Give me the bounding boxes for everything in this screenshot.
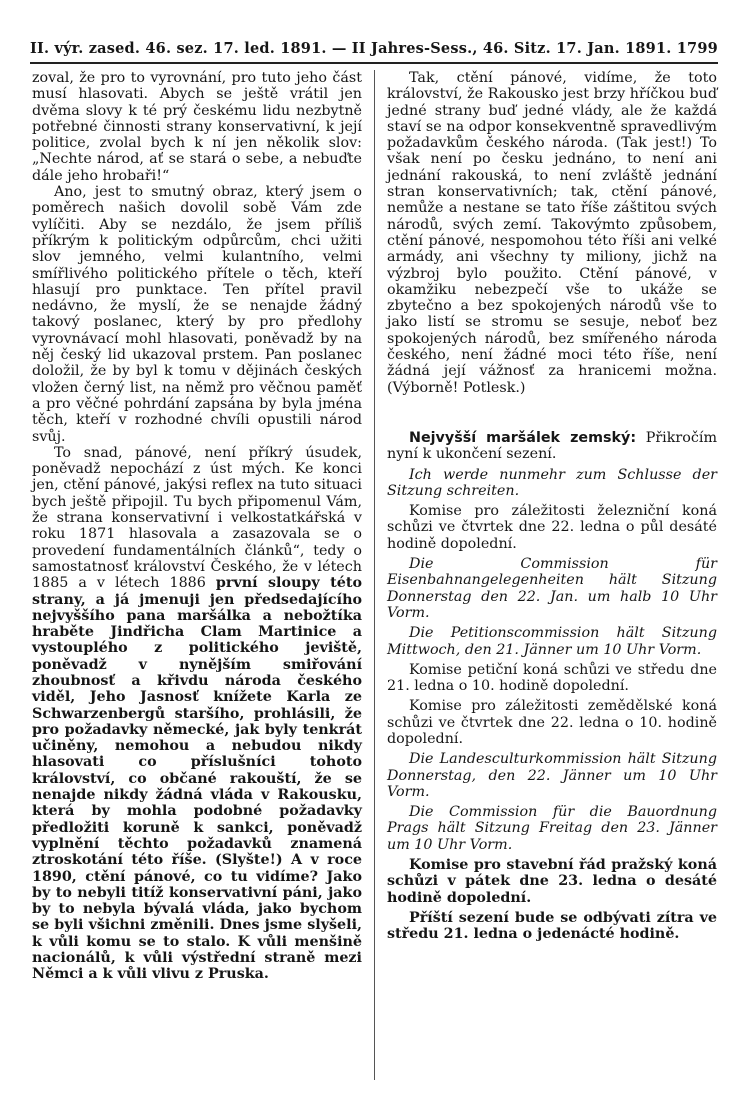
announcement-petition-de: Die Petitionscommission hält Sitzung Mittwoch, den 21. Jänner um 10 Uhr Vorm. [387,625,717,658]
speaker-paragraph [387,430,717,463]
announcement-building-cs: Komise pro stavební řád pražský koná schůzi v pátek dne 23. ledna o desáté hodině dopolední. [387,857,717,906]
page-header: II. výr. zased. 46. sez. 17. led. 1891. — II Jahres-Sess., 46. Sitz. 17. Jan. 1891. 1799 [30,40,718,57]
speaker-name: Nejvyšší maršálek zemský: [409,429,637,446]
speaker-statement: Přikročím nyní k ukončení sezení. [387,429,717,463]
left-paragraph-1: zoval, že pro to vyrovnání, pro tuto jeho část musí hlasovati. Abych se ještě vrátil jen dvěma slovy k té prý českému lidu nezbytně potřebné činnosti strany konservativní, k její politice, zvolal bych k ní jen několik slov: „Nechte národ, ať se stará o sebe, a nebuďte dále jeho hrobaři!“ [32,70,362,184]
speaker-german: Ich werde nunmehr zum Schlusse der Sitzung schreiten. [387,466,717,499]
announcement-petition-cs: Komise petiční koná schůzi ve středu dne 21. ledna o 10. hodině dopolední. [387,661,717,695]
right-column [387,70,717,943]
announcement-agriculture-de: Die Landesculturkommission hält Sitzung Donnerstag, den 22. Jänner um 10 Uhr Vorm. [387,751,717,800]
left-column [32,70,362,983]
next-session-notice: Příští sezení bude se odbývati zítra ve středu 21. ledna o jedenácté hodině. [387,909,717,943]
left-paragraph-3a: To snad, pánové, není příkrý úsudek, poněvadž nepochází z úst mých. Ke konci jen, ctění pánové, jakýsi reflex na tuto situaci bych ještě připojil. Tu bych připomenul Vám, že strana konservativní i velkostatkářská v roku 1871 hlasovala a zasazovala se o provedení fundamentálních článků“, tedy o samostatnosť království Českého, že v létech 1885 a v létech 1886 [32,444,362,592]
left-paragraph-3b: první sloupy této strany, a já jmenuji jen předsedajícího nejvyššího pana maršálka a nebožtíka hraběte Jindřicha Clam Martinice a vystouplého z politického jeviště, poněvadž v nynějším smiřování zhoubnosť a křivdu národa českého viděl, Jeho Jasnosť knížete Karla ze Schwarzenbergů staršího, prohlásili, že pro požadavky německé, jak byly tenkrát učiněny, nemohou a nebudou nikdy hlasovati co příslušníci tohoto království, co občané rakouští, že se nenajde nikdy žádná vláda v Rakousku, která by mohla podobné požadavky předložiti koruně k sankci, poněvadž vyplnění těchto požadavků znamená ztroskotání této říše. (Slyšte!) A v roce 1890, ctění pánové, co tu vidíme? Jako by to nebyli titíž konservativní páni, jako by to nebyla bývalá vláda, jako bychom se byli všichni změnili. Dnes jsme slyšeli, k vůli komu se to stalo. K vůli menšině nacionálů, k vůli výstřední straně mezi Němci a k vůli vlivu z Pruska. [32,575,362,983]
left-paragraph-3 [32,445,362,983]
announcement-railway-de: Die Commission für Eisenbahnangelegenheiten hält Sitzung Donnerstag den 22. Jan. um halb 10 Uhr Vorm. [387,556,717,621]
announcement-building-de: Die Commission für die Bauordnung Prags hält Sitzung Freitag den 23. Jänner um 10 Uhr Vorm. [387,804,717,853]
left-paragraph-2: Ano, jest to smutný obraz, který jsem o poměrech našich dovolil sobě Vám zde vylíčiti. Aby se nezdálo, že jsem příliš příkrým k politickým odpůrcům, chci užiti slov jemného, velmi kulantního, velmi smířlivého politického přítele o těch, kteří hlasují pro punktace. Ten přítel pravil nedávno, že myslí, že se nenajde žádný takový poslanec, který by pro předlohy vyrovnávací mohl hlasovati, poněvadž by na něj český lid ukazoval prstem. Pan poslanec doložil, že by byl k tomu v dějinách českých vložen černý list, na němž pro věčnou paměť a pro věčné pohrdání zapsána by byla jména těch, kteří v rozhodné chvíli opustili národ svůj. [32,184,362,445]
header-rule [30,62,718,64]
announcement-railway-cs: Komise pro záležitosti železniční koná schůzi ve čtvrtek dne 22. ledna o půl desáté hodině dopolední. [387,503,717,552]
column-divider [374,70,375,1080]
announcement-agriculture-cs: Komise pro záležitosti zemědělské koná schůzi ve čtvrtek dne 22. ledna o 10. hodině dopolední. [387,698,717,747]
right-paragraph-1: Tak, ctění pánové, vidíme, že toto království, že Rakousko jest brzy hříčkou buď jedné strany buď jedné vlády, ale že každá staví se na odpor konsekventně spravedlivým požadavkům českého národa. (Tak jest!) To však není po česku jednáno, to není ani jednání rakouská, to není zvláště jednání stran konservativních; tak, ctění pánové, nemůže a nestane se tato říše záštitou svých národů, svých zemí. Takovýmto způsobem, ctění pánové, nespomohou této říši ani velké armády, ani všechny ty miliony, jichž na výzbroj bylo použito. Ctění pánové, v okamžiku nebezpečí vše to ukáže se zbytečno a bez spokojených národů vše to jako listí se stromu se sesuje, neboť bez spokojených národů, bez smířeného národa českého, není žádné moci této říše, není žádná její vážnosť za hranicemi možna. (Výborně! Potlesk.) [387,70,717,396]
